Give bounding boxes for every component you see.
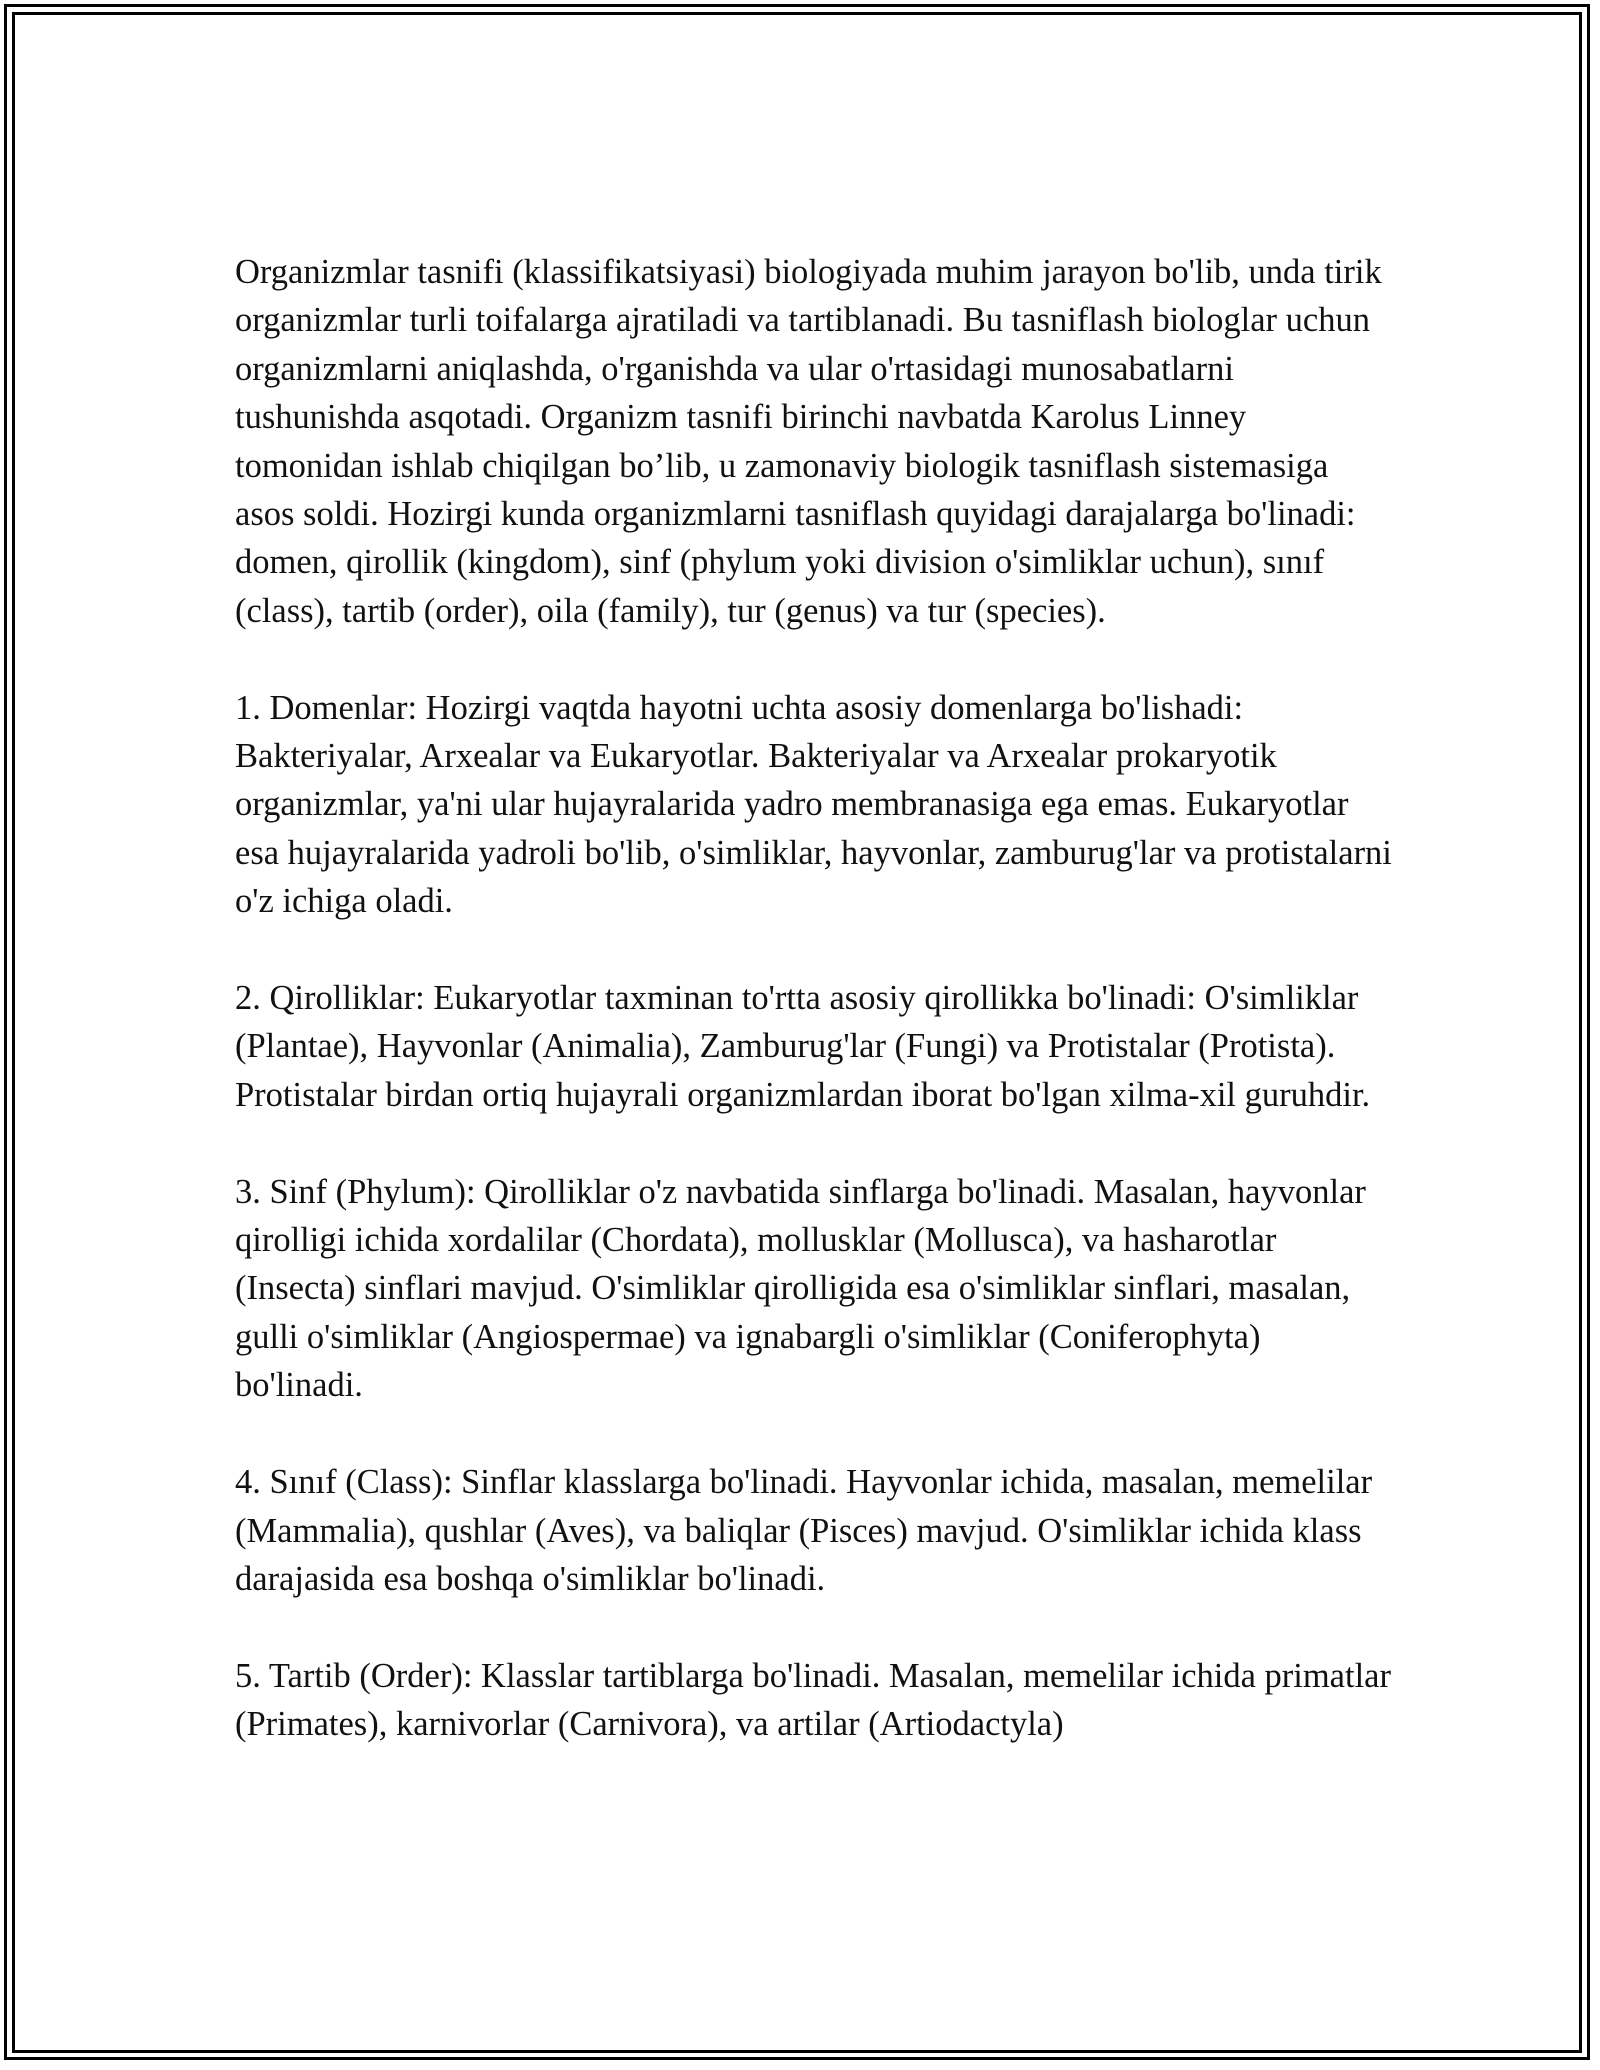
- intro-paragraph: Organizmlar tasnifi (klassifikatsiyasi) biologiyada muhim jarayon bo'lib, unda tirik organizmlar turli toifalarga ajratiladi va tartiblanadi. Bu tasniflash biologlar uchun organizmlarni aniqlashda, o'rganishda va ular o'rtasidagi munosabatlarni tushunishda asqotadi. Organizm tasnifi birinchi navbatda Karolus Linney tomonidan ishlab chiqilgan bo’lib, u zamonaviy biologik tasniflash sistemasiga asos soldi. Hozirgi kunda organizmlarni tasniflash quyidagi darajalarga bo'linadi: domen, qirollik (kingdom), sinf (phylum yoki division o'simliklar uchun), sınıf (class), tartib (order), oila (family), tur (genus) va tur (species).: [235, 253, 1382, 630]
- domains-paragraph: 1. Domenlar: Hozirgi vaqtda hayotni uchta asosiy domenlarga bo'lishadi: Bakteriyalar, Arxealar va Eukaryotlar. Bakteriyalar va Arxealar prokaryotik organizmlar, ya'ni ular hujayralarida yadro membranasiga ega emas. Eukaryotlar esa hujayralarida yadroli bo'lib, o'simliklar, hayvonlar, zamburug'lar va protistalarni o'z ichiga oladi.: [235, 688, 1392, 921]
- class-paragraph: 4. Sınıf (Class): Sinflar klasslarga bo'linadi. Hayvonlar ichida, masalan, memelilar (Mammalia), qushlar (Aves), va baliqlar (Pisces) mavjud. O'simliklar ichida klass darajasida esa boshqa o'simliklar bo'linadi.: [235, 1463, 1373, 1598]
- phylum-paragraph: 3. Sinf (Phylum): Qirolliklar o'z navbatida sinflarga bo'linadi. Masalan, hayvonlar qirolligi ichida xordalilar (Chordata), mollusklar (Mollusca), va hasharotlar (Insecta) sinflari mavjud. O'simliklar qirolligida esa o'simliklar sinflari, masalan, gulli o'simliklar (Angiospermae) va ignabargli o'simliklar (Coniferophyta) bo'linadi.: [235, 1172, 1366, 1405]
- order-paragraph: 5. Tartib (Order): Klasslar tartiblarga bo'linadi. Masalan, memelilar ichida primatlar (Primates), karnivorlar (Carnivora), va artilar (Artiodactyla): [235, 1656, 1391, 1744]
- kingdoms-paragraph: 2. Qirolliklar: Eukaryotlar taxminan to'rtta asosiy qirollikka bo'linadi: O'simliklar (Plantae), Hayvonlar (Animalia), Zamburug'lar (Fungi) va Protistalar (Protista). Protistalar birdan ortiq hujayrali organizmlardan iborat bo'lgan xilma-xil guruhdir.: [235, 979, 1371, 1114]
- document-body: [235, 248, 1395, 1749]
